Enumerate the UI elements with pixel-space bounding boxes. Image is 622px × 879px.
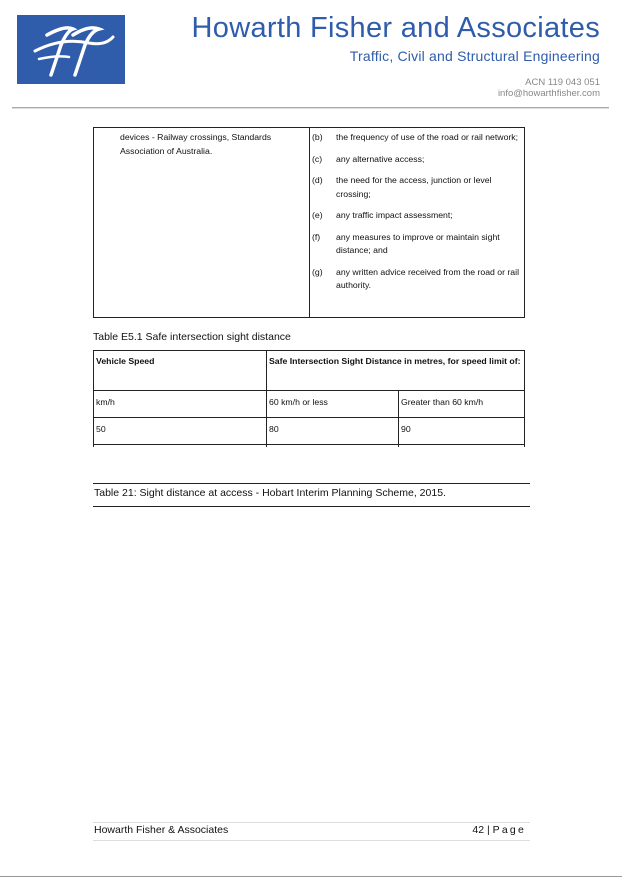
table-rule xyxy=(93,350,525,351)
criteria-item xyxy=(312,153,524,167)
criteria-text: any written advice received from the road or rail authority. xyxy=(336,266,520,290)
criteria-label: (e) xyxy=(312,210,323,220)
footer-divider xyxy=(93,840,530,841)
page-number: 42 xyxy=(472,824,485,836)
criteria-item xyxy=(312,231,524,258)
criteria-text: the frequency of use of the road or rail network; xyxy=(336,132,519,142)
table-rule xyxy=(524,350,525,447)
page-word: Page xyxy=(492,824,526,836)
contact-email[interactable]: info@howarthfisher.com xyxy=(497,88,600,99)
criteria-item xyxy=(312,209,524,223)
table-rule xyxy=(93,417,525,418)
table-rule xyxy=(93,444,525,445)
table-header-cell: Vehicle Speed xyxy=(96,356,155,366)
criteria-text: any measures to improve or maintain sight distance; and xyxy=(336,231,500,255)
criteria-text: any alternative access; xyxy=(336,153,425,164)
table-cell: 80 xyxy=(269,424,279,434)
page-edge xyxy=(0,876,622,877)
page-number-block xyxy=(472,824,526,836)
caption-rule xyxy=(93,483,530,484)
company-logo xyxy=(17,15,125,84)
hf-monogram-icon xyxy=(17,15,125,84)
footer-company-name: Howarth Fisher & Associates xyxy=(94,824,229,836)
acn-number: ACN 119 043 051 xyxy=(525,77,600,88)
criteria-label: (f) xyxy=(312,231,321,242)
sight-distance-table xyxy=(93,350,525,447)
criteria-text: any traffic impact assessment; xyxy=(336,210,453,220)
table-cell: km/h xyxy=(96,397,115,407)
criteria-text: the need for the access, junction or level crossing; xyxy=(336,175,492,199)
table-cell: Greater than 60 km/h xyxy=(401,397,484,407)
criteria-label: (c) xyxy=(312,153,323,164)
table-cell: 90 xyxy=(401,424,411,434)
excerpt-column-divider xyxy=(309,128,310,317)
criteria-item xyxy=(312,174,524,201)
table-header-cell: Safe Intersection Sight Distance in metres, for speed limit of: xyxy=(269,356,521,366)
footer-divider xyxy=(93,822,530,823)
criteria-label: (d) xyxy=(312,175,323,185)
caption-rule xyxy=(93,506,530,507)
planning-scheme-excerpt xyxy=(93,127,525,318)
criteria-label: (b) xyxy=(312,132,323,142)
company-name: Howarth Fisher and Associates xyxy=(191,12,600,44)
table-rule xyxy=(93,390,525,391)
table-cell: 50 xyxy=(96,424,106,434)
criteria-label: (g) xyxy=(312,266,323,277)
table-cell: 60 km/h or less xyxy=(269,397,328,407)
excerpt-left-text: devices - Railway crossings, Standards Association of Australia. xyxy=(120,132,272,156)
company-tagline: Traffic, Civil and Structural Engineering xyxy=(349,48,600,64)
criteria-item xyxy=(312,131,524,145)
criteria-item xyxy=(312,266,524,293)
page-separator: | xyxy=(487,824,490,836)
table-caption: Table 21: Sight distance at access - Hobart Interim Planning Scheme, 2015. xyxy=(94,487,446,499)
header-divider xyxy=(12,107,609,109)
table-title: Table E5.1 Safe intersection sight distance xyxy=(93,331,291,343)
excerpt-criteria-list xyxy=(312,131,524,301)
